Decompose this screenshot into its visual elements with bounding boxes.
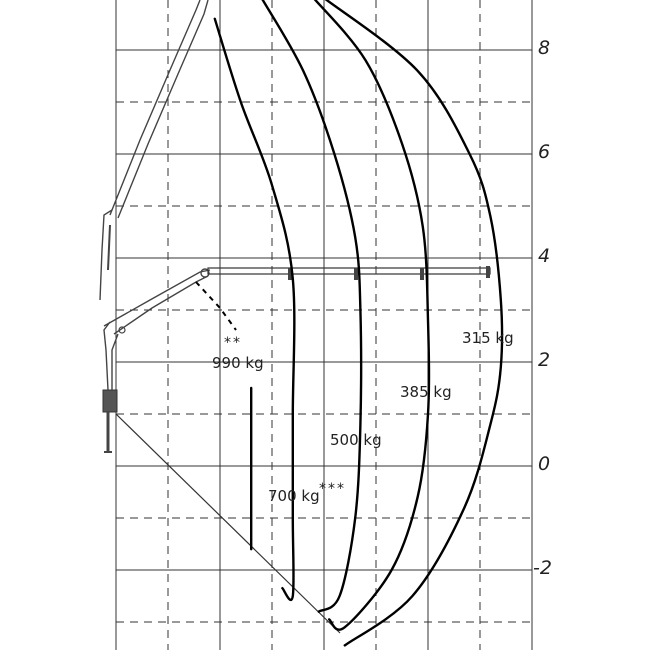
curve-label: 500 kg: [330, 431, 382, 449]
load-curves: [196, 0, 502, 645]
crane-column: [104, 322, 110, 390]
crane-base: [103, 390, 117, 412]
crane-main-boom-edge: [114, 276, 208, 334]
load-curve-dashed-segment: [196, 282, 236, 330]
load-curve: [215, 19, 295, 600]
crane-raised-column: [100, 210, 112, 300]
crane-extension-stop: [354, 268, 358, 280]
curve-label: 990 kg: [212, 354, 264, 372]
crane-cylinder: [108, 225, 110, 270]
curve-marker-stars: **: [224, 335, 242, 351]
crane-jib-extension: [208, 268, 490, 274]
curve-marker-stars: ***: [319, 481, 346, 497]
crane-extension-stop: [486, 266, 490, 278]
y-tick-label: 6: [538, 141, 551, 163]
curve-label: 700 kg: [268, 487, 320, 505]
crane-raised-boom-edge: [118, 0, 208, 218]
y-tick-label: 2: [538, 349, 551, 371]
y-tick-label: 8: [538, 37, 551, 59]
crane-raised-boom: [110, 0, 200, 215]
crane-extension-stop: [420, 268, 424, 280]
load-curve: [314, 0, 429, 630]
y-tick-label: 0: [538, 453, 551, 475]
load-curve: [262, 0, 361, 612]
reach-limit-line: [116, 414, 340, 633]
y-tick-label: -2: [533, 557, 552, 579]
y-tick-label: 4: [538, 245, 551, 267]
curve-label: 315 kg: [462, 329, 514, 347]
crane-main-boom: [104, 270, 210, 326]
curve-label: 385 kg: [400, 383, 452, 401]
grid: [116, 0, 532, 650]
